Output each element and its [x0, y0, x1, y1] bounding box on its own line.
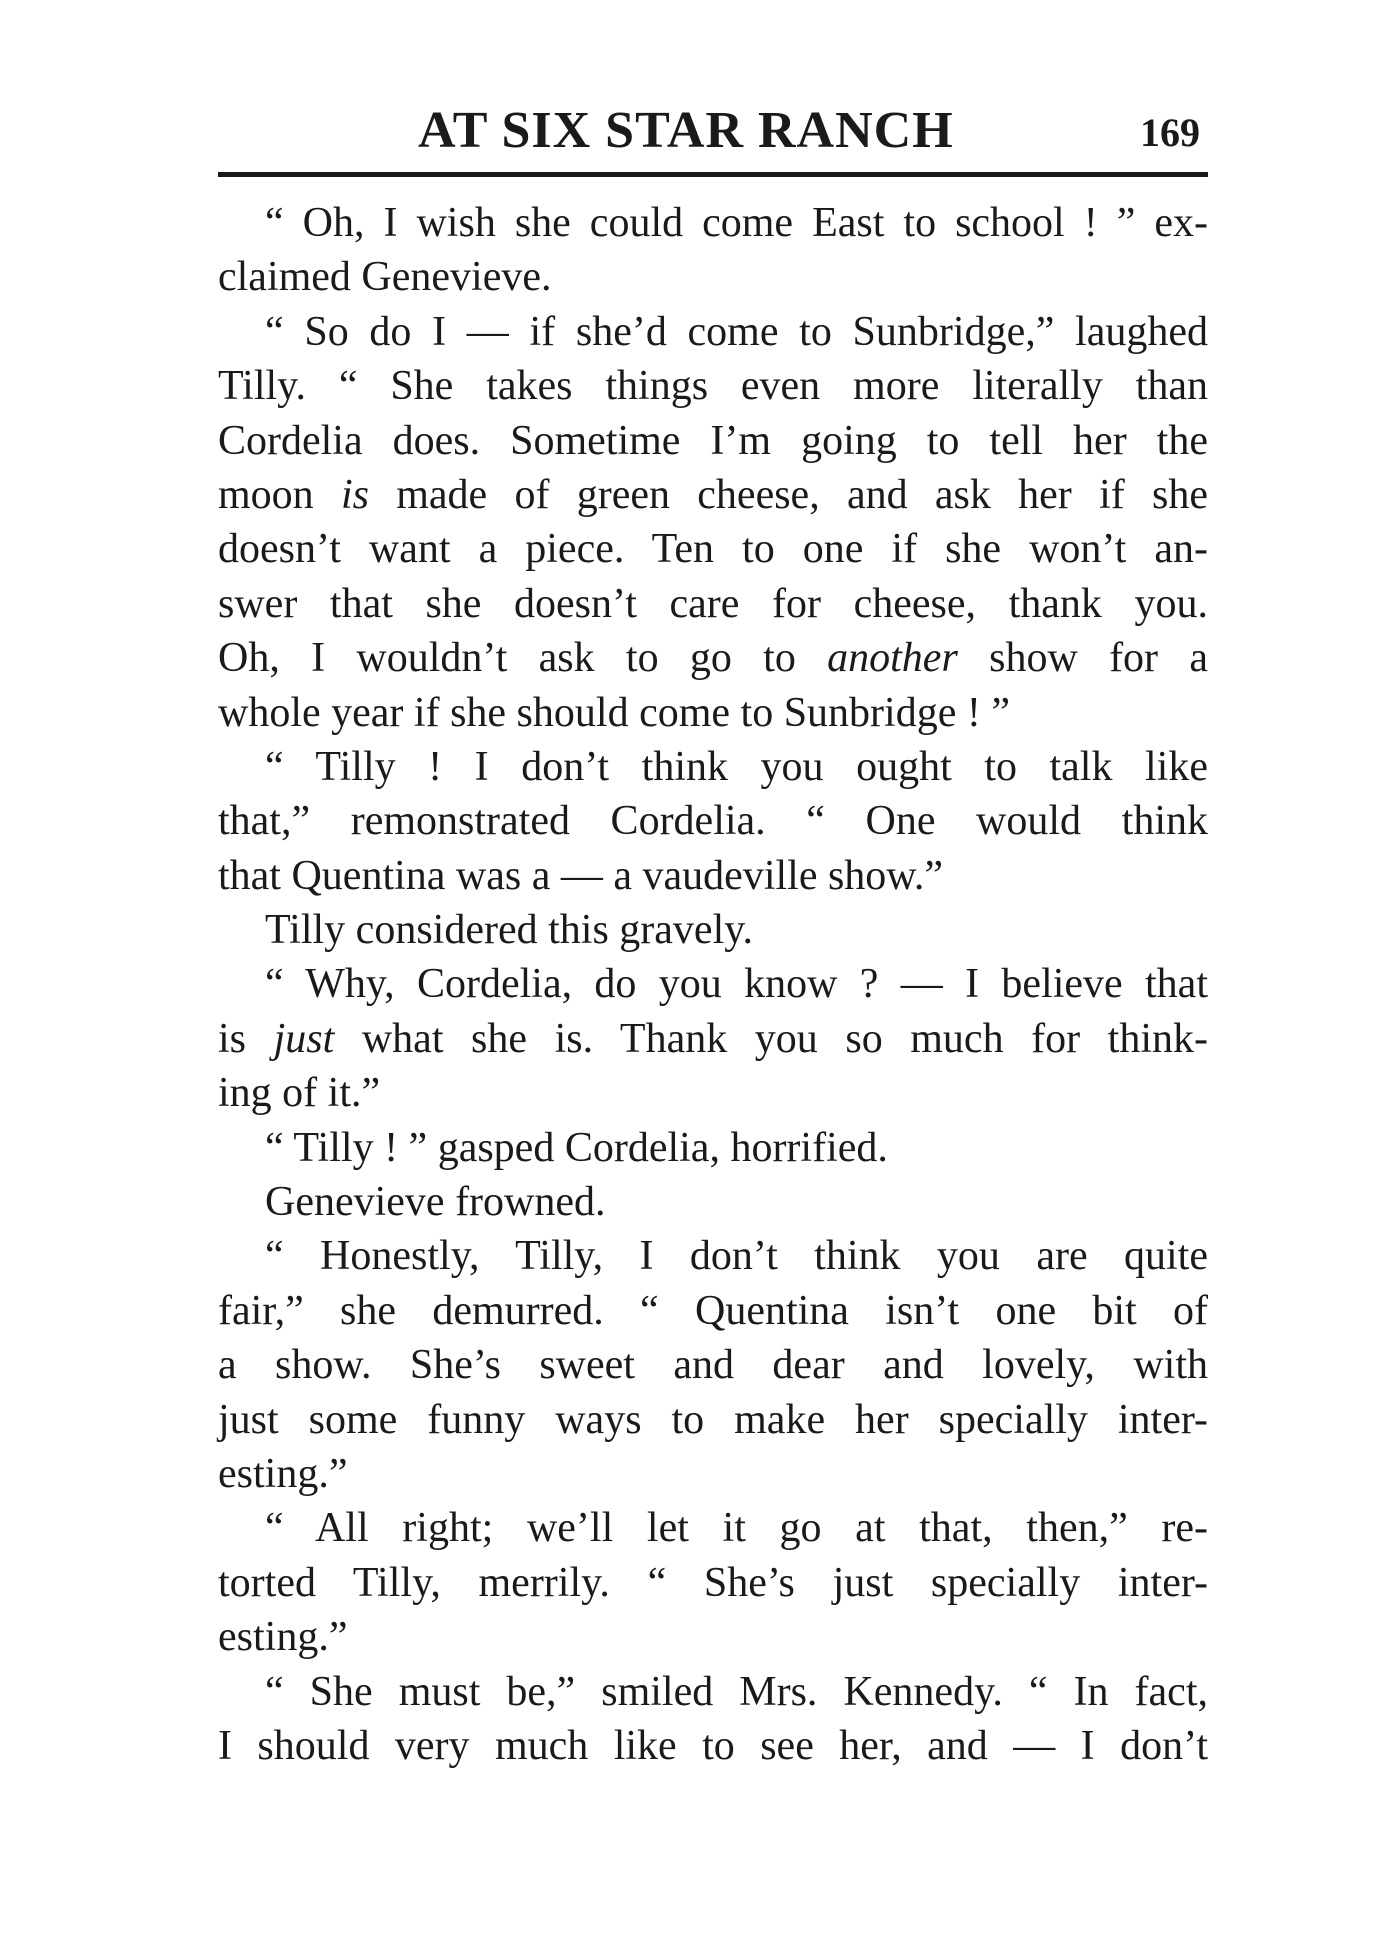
italic-text: is — [340, 471, 369, 518]
text-line — [218, 957, 1208, 1011]
text-segment: Tilly. “ She takes things even more literally than — [218, 363, 1208, 410]
text-line — [218, 686, 1208, 740]
text-line — [218, 903, 1208, 957]
text-line — [218, 1338, 1208, 1392]
running-title: AT SIX STAR RANCH — [418, 102, 954, 159]
text-segment: what she is. Thank you so much for think- — [334, 1015, 1209, 1062]
running-head — [218, 96, 1218, 166]
text-line — [218, 1393, 1208, 1447]
text-segment: “ So do I — if she’d come to Sunbridge,” laughed — [265, 308, 1208, 355]
text-line — [218, 1556, 1208, 1610]
text-segment: that,” remonstrated Cordelia. “ One would think — [218, 798, 1208, 845]
text-line — [218, 1012, 1208, 1066]
text-segment: fair,” she demurred. “ Quentina isn’t one bit of — [218, 1287, 1208, 1334]
text-segment: Tilly considered this gravely. — [265, 907, 754, 954]
text-segment: ing of it.” — [218, 1070, 381, 1117]
text-segment: “ She must be,” smiled Mrs. Kennedy. “ In fact, — [265, 1668, 1208, 1715]
text-line — [218, 359, 1208, 413]
text-segment: “ Why, Cordelia, do you know ? — I believe that — [265, 961, 1208, 1008]
text-segment: esting.” — [218, 1450, 348, 1497]
text-segment: that Quentina was a — a vaudeville show.” — [218, 852, 944, 899]
text-segment: whole year if she should come to Sunbridge ! ” — [218, 689, 1010, 736]
text-line — [218, 414, 1208, 468]
header-rule — [218, 172, 1208, 177]
text-segment: swer that she doesn’t care for cheese, thank you. — [218, 580, 1208, 627]
text-segment: a show. She’s sweet and dear and lovely, with — [218, 1342, 1208, 1389]
text-segment: moon — [218, 471, 341, 518]
text-line — [218, 1175, 1208, 1229]
text-line — [218, 1665, 1208, 1719]
text-segment: I should very much like to see her, and — I don’t — [218, 1722, 1208, 1769]
text-segment: show for a — [957, 635, 1208, 682]
text-segment: esting.” — [218, 1614, 348, 1661]
text-segment: claimed Genevieve. — [218, 254, 552, 301]
text-line — [218, 522, 1208, 576]
text-line — [218, 1501, 1208, 1555]
text-line — [218, 196, 1208, 250]
text-line — [218, 849, 1208, 903]
text-line — [218, 1447, 1208, 1501]
text-segment: Genevieve frowned. — [265, 1179, 606, 1226]
text-segment: “ Tilly ! I don’t think you ought to talk like — [265, 743, 1208, 790]
body-text — [218, 196, 1208, 1773]
text-line — [218, 1066, 1208, 1120]
text-line — [218, 1284, 1208, 1338]
text-segment: just some funny ways to make her specially inter- — [218, 1396, 1208, 1443]
text-segment: “ All right; we’ll let it go at that, then,” re- — [265, 1505, 1208, 1552]
italic-text: another — [827, 635, 958, 682]
text-segment: Cordelia does. Sometime I’m going to tell her the — [218, 417, 1208, 464]
text-segment: “ Honestly, Tilly, I don’t think you are quite — [265, 1233, 1208, 1280]
text-line — [218, 1229, 1208, 1283]
text-line — [218, 631, 1208, 685]
text-segment: “ Oh, I wish she could come East to school ! ” ex- — [265, 200, 1208, 246]
text-line — [218, 1719, 1208, 1773]
text-line — [218, 305, 1208, 359]
italic-text: just — [273, 1015, 335, 1062]
text-segment: “ Tilly ! ” gasped Cordelia, horrified. — [265, 1124, 888, 1171]
text-line — [218, 740, 1208, 794]
text-line — [218, 794, 1208, 848]
text-segment: torted Tilly, merrily. “ She’s just specially inter- — [218, 1559, 1208, 1606]
text-segment: made of green cheese, and ask her if she — [368, 471, 1208, 518]
text-line — [218, 468, 1208, 522]
text-segment: doesn’t want a piece. Ten to one if she won’t an- — [218, 526, 1208, 573]
text-line — [218, 577, 1208, 631]
text-line — [218, 250, 1208, 304]
text-line — [218, 1610, 1208, 1664]
page-number: 169 — [1140, 110, 1200, 155]
text-segment: Oh, I wouldn’t ask to go to — [218, 635, 828, 682]
text-line — [218, 1121, 1208, 1175]
text-segment: is — [218, 1015, 274, 1062]
